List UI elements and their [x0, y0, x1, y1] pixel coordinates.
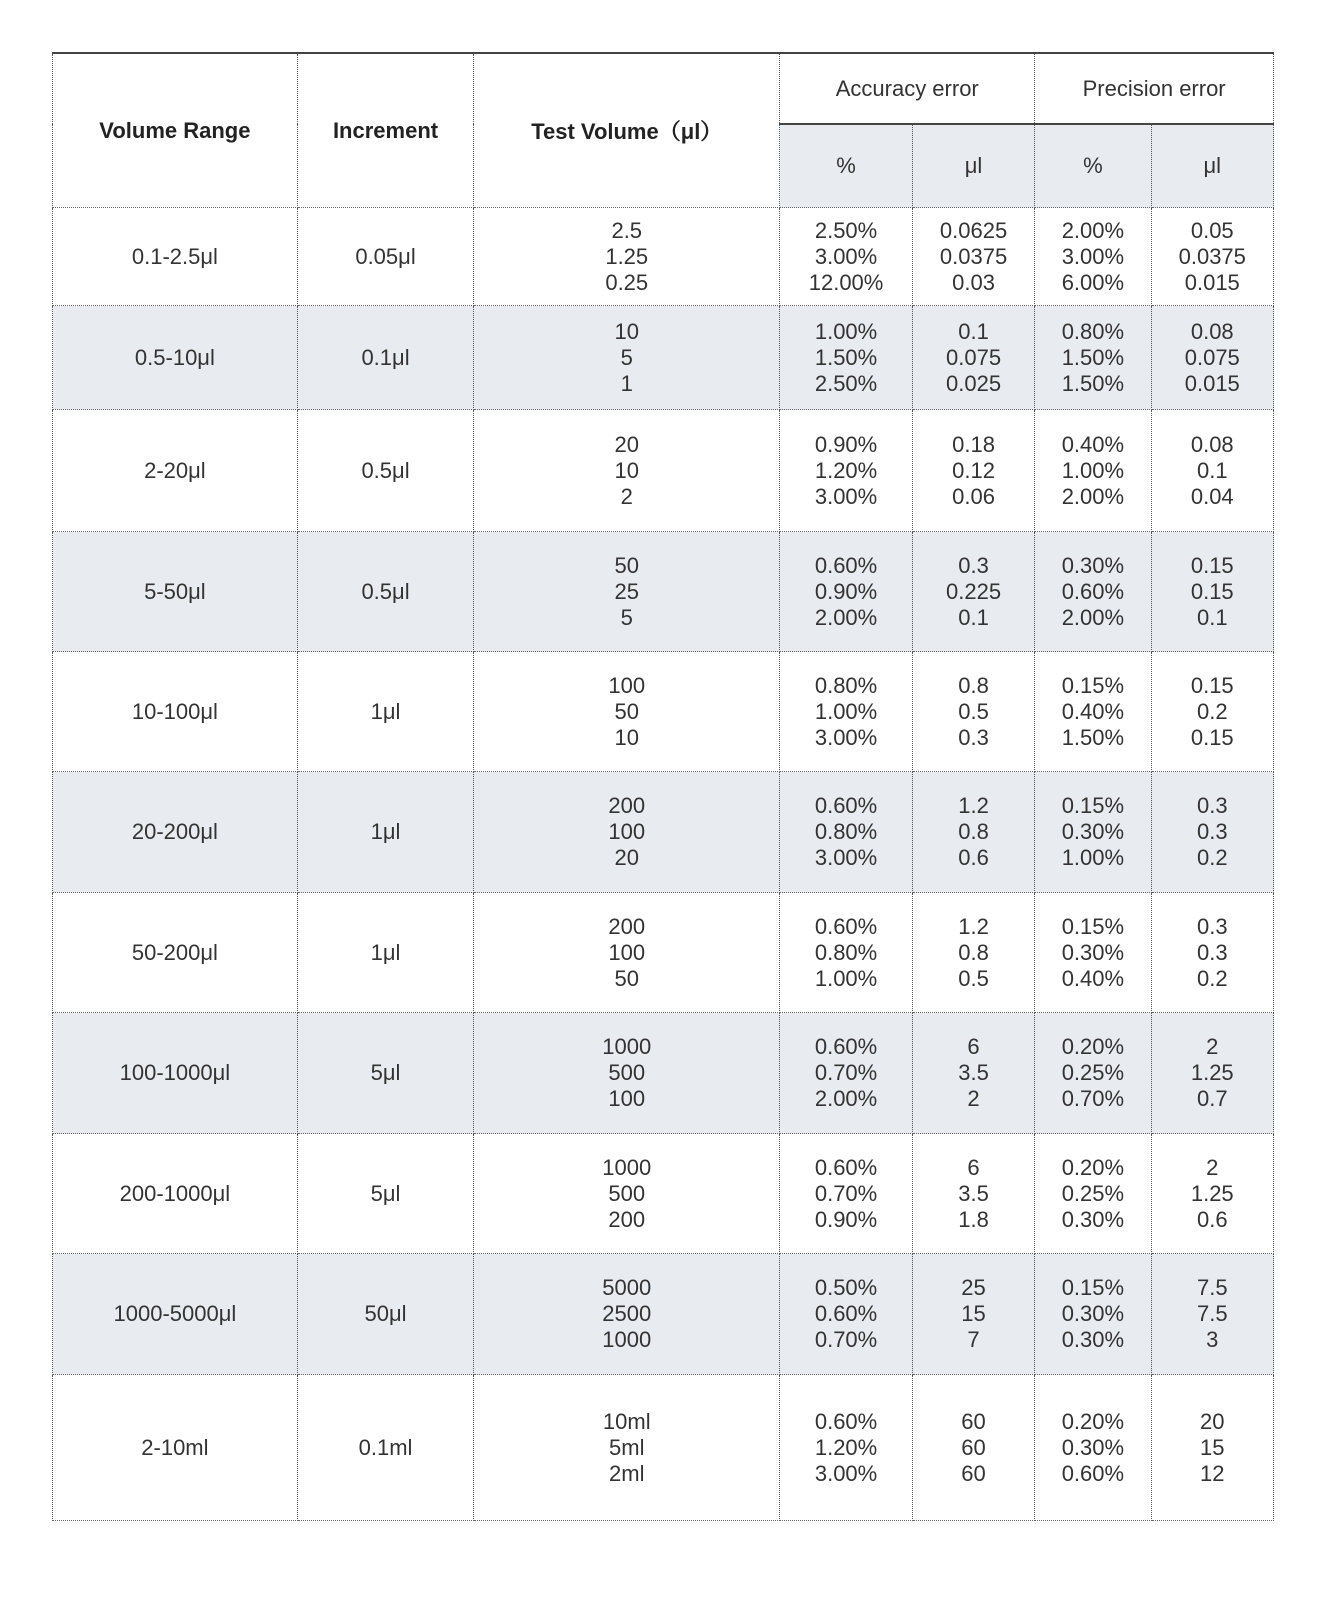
cell-value: 0.3 [1196, 913, 1228, 939]
cell-value: 50 [614, 552, 639, 578]
precision-ul-cell [1151, 410, 1273, 532]
cell-value: 0.70% [814, 1060, 878, 1085]
cell-value: 10 [614, 724, 639, 750]
cell-value: 200 [608, 793, 646, 818]
cell-value: 15 [1200, 1434, 1225, 1460]
increment-cell: 1μl [297, 652, 473, 772]
cell-value: 0.60% [1061, 1460, 1125, 1486]
table-row [53, 1013, 1274, 1134]
test-volume-cell [474, 306, 780, 410]
cell-value: 1.20% [814, 457, 878, 483]
cell-value: 1.50% [1061, 724, 1125, 750]
cell-value: 0.60% [814, 552, 878, 578]
cell-value: 0.30% [1061, 1206, 1125, 1232]
accuracy-pct-cell [780, 410, 913, 532]
cell-value: 20 [614, 431, 639, 457]
table-row [53, 410, 1274, 532]
test-volume-cell [474, 1134, 780, 1254]
cell-value: 2.50% [814, 217, 878, 243]
cell-value: 0.225 [946, 578, 1002, 604]
cell-value: 3.00% [814, 1460, 878, 1486]
cell-value: 0.1 [958, 604, 989, 630]
volume-range-cell: 0.1-2.5μl [53, 208, 298, 306]
precision-ul-cell [1151, 1134, 1273, 1254]
precision-pct-cell [1035, 1013, 1151, 1134]
test-volume-cell [474, 772, 780, 893]
volume-range-cell: 100-1000μl [53, 1013, 298, 1134]
cell-value: 0.70% [1061, 1086, 1125, 1111]
cell-value: 0.3 [1196, 819, 1228, 844]
cell-value: 7.5 [1196, 1301, 1228, 1326]
cell-value: 0.90% [814, 431, 878, 457]
increment-cell: 0.5μl [297, 410, 473, 532]
accuracy-ul-cell [912, 1134, 1034, 1254]
cell-value: 0.25% [1061, 1060, 1125, 1085]
cell-value: 2ml [609, 1460, 645, 1486]
cell-value: 0.25 [605, 269, 649, 295]
cell-value: 1.25 [1190, 1060, 1234, 1085]
accuracy-ul-cell [912, 532, 1034, 652]
volume-range-cell: 2-10ml [53, 1375, 298, 1521]
cell-value: 0.30% [1061, 819, 1125, 844]
cell-value: 3.5 [958, 1180, 989, 1206]
table-row [53, 1254, 1274, 1375]
cell-value: 7 [967, 1327, 980, 1352]
cell-value: 0.90% [814, 1206, 878, 1232]
cell-value: 6.00% [1061, 269, 1125, 295]
increment-cell: 0.1μl [297, 306, 473, 410]
cell-value: 0.15 [1190, 578, 1234, 604]
accuracy-ul-cell [912, 306, 1034, 410]
cell-value: 15 [961, 1301, 986, 1326]
cell-value: 0.05 [1190, 217, 1234, 243]
test-volume-cell [474, 1013, 780, 1134]
cell-value: 2 [1206, 1034, 1219, 1059]
cell-value: 0.5 [958, 965, 989, 991]
accuracy-ul-cell [912, 1375, 1034, 1521]
cell-value: 60 [961, 1408, 986, 1434]
accuracy-pct-cell [780, 1375, 913, 1521]
cell-value: 0.6 [958, 845, 989, 870]
cell-value: 2.50% [814, 370, 878, 396]
cell-value: 3.00% [1061, 243, 1125, 269]
precision-pct-cell [1035, 208, 1151, 306]
cell-value: 0.025 [946, 370, 1002, 396]
cell-value: 0.1 [958, 318, 989, 344]
cell-value: 0.15 [1190, 724, 1234, 750]
cell-value: 10ml [602, 1408, 651, 1434]
precision-ul-cell [1151, 893, 1273, 1013]
cell-value: 0.1 [1196, 457, 1228, 483]
cell-value: 0.40% [1061, 698, 1125, 724]
increment-cell: 5μl [297, 1013, 473, 1134]
cell-value: 1.25 [1190, 1180, 1234, 1206]
cell-value: 0.03 [952, 269, 995, 295]
test-volume-cell [474, 1375, 780, 1521]
cell-value: 0.25% [1061, 1180, 1125, 1206]
cell-value: 50 [614, 698, 639, 724]
cell-value: 0.5 [958, 698, 989, 724]
cell-value: 0.30% [1061, 939, 1125, 965]
table-body [53, 208, 1274, 1521]
accuracy-ul-cell [912, 1013, 1034, 1134]
increment-cell: 0.1ml [297, 1375, 473, 1521]
table-row [53, 532, 1274, 652]
accuracy-ul-cell [912, 652, 1034, 772]
cell-value: 1.20% [814, 1434, 878, 1460]
cell-value: 0.015 [1184, 269, 1240, 295]
cell-value: 3.5 [958, 1060, 989, 1085]
cell-value: 0.60% [814, 913, 878, 939]
cell-value: 1000 [602, 1327, 652, 1352]
cell-value: 100 [608, 819, 646, 844]
cell-value: 20 [614, 845, 639, 870]
cell-value: 0.2 [1196, 845, 1228, 870]
cell-value: 3.00% [814, 845, 878, 870]
cell-value: 0.15% [1061, 913, 1125, 939]
cell-value: 1.50% [814, 344, 878, 370]
cell-value: 1.25 [605, 243, 649, 269]
precision-pct-header: % [1035, 124, 1151, 208]
volume-range-header: Volume Range [53, 53, 298, 208]
cell-value: 0.60% [814, 1034, 878, 1059]
precision-pct-cell [1035, 1254, 1151, 1375]
volume-range-cell: 5-50μl [53, 532, 298, 652]
accuracy-pct-cell [780, 208, 913, 306]
cell-value: 0.60% [814, 1154, 878, 1180]
precision-ul-cell [1151, 306, 1273, 410]
increment-cell: 50μl [297, 1254, 473, 1375]
volume-range-cell: 10-100μl [53, 652, 298, 772]
cell-value: 1.50% [1061, 344, 1125, 370]
cell-value: 5ml [609, 1434, 645, 1460]
precision-ul-cell [1151, 772, 1273, 893]
precision-ul-cell [1151, 208, 1273, 306]
accuracy-pct-cell [780, 1254, 913, 1375]
volume-range-cell: 200-1000μl [53, 1134, 298, 1254]
cell-value: 0.0625 [939, 217, 1008, 243]
cell-value: 0.30% [1061, 552, 1125, 578]
accuracy-ul-cell [912, 410, 1034, 532]
cell-value: 3.00% [814, 724, 878, 750]
cell-value: 1.00% [1061, 457, 1125, 483]
cell-value: 7.5 [1196, 1275, 1228, 1300]
cell-value: 1.50% [1061, 370, 1125, 396]
increment-cell: 0.05μl [297, 208, 473, 306]
precision-error-header: Precision error [1035, 53, 1274, 124]
test-volume-cell [474, 410, 780, 532]
cell-value: 10 [614, 318, 639, 344]
increment-cell: 5μl [297, 1134, 473, 1254]
cell-value: 2 [967, 1086, 980, 1111]
cell-value: 1.00% [814, 698, 878, 724]
cell-value: 0.12 [952, 457, 995, 483]
cell-value: 0.80% [814, 939, 878, 965]
cell-value: 6 [967, 1034, 980, 1059]
cell-value: 0.60% [814, 1301, 878, 1326]
cell-value: 0.2 [1196, 698, 1228, 724]
cell-value: 0.075 [1184, 344, 1240, 370]
accuracy-pct-cell [780, 306, 913, 410]
cell-value: 0.60% [1061, 578, 1125, 604]
cell-value: 20 [1200, 1408, 1225, 1434]
cell-value: 0.30% [1061, 1301, 1125, 1326]
precision-ul-cell [1151, 1375, 1273, 1521]
precision-ul-cell [1151, 1254, 1273, 1375]
precision-ul-header: μl [1151, 124, 1273, 208]
cell-value: 0.60% [814, 793, 878, 818]
test-volume-header: Test Volume（μl） [474, 53, 780, 208]
cell-value: 0.70% [814, 1180, 878, 1206]
cell-value: 25 [614, 578, 639, 604]
test-volume-cell [474, 1254, 780, 1375]
accuracy-pct-cell [780, 532, 913, 652]
cell-value: 0.3 [1196, 793, 1228, 818]
precision-pct-cell [1035, 532, 1151, 652]
cell-value: 0.8 [958, 819, 989, 844]
header-row-1 [53, 53, 1274, 124]
table-row [53, 208, 1274, 306]
accuracy-pct-cell [780, 893, 913, 1013]
cell-value: 1.00% [814, 965, 878, 991]
accuracy-pct-header: % [780, 124, 913, 208]
cell-value: 5000 [602, 1275, 652, 1300]
cell-value: 0.015 [1184, 370, 1240, 396]
cell-value: 2500 [602, 1301, 652, 1326]
cell-value: 1.8 [958, 1206, 989, 1232]
cell-value: 200 [608, 1206, 646, 1232]
cell-value: 0.40% [1061, 965, 1125, 991]
cell-value: 2 [1206, 1154, 1219, 1180]
increment-cell: 1μl [297, 772, 473, 893]
cell-value: 100 [608, 672, 646, 698]
cell-value: 0.30% [1061, 1434, 1125, 1460]
cell-value: 6 [967, 1154, 980, 1180]
volume-range-cell: 50-200μl [53, 893, 298, 1013]
cell-value: 1.2 [958, 913, 989, 939]
cell-value: 200 [608, 913, 646, 939]
cell-value: 0.3 [958, 724, 989, 750]
cell-value: 0.15% [1061, 672, 1125, 698]
cell-value: 0.0375 [939, 243, 1008, 269]
precision-ul-cell [1151, 1013, 1273, 1134]
cell-value: 5 [620, 604, 633, 630]
volume-range-cell: 0.5-10μl [53, 306, 298, 410]
increment-cell: 0.5μl [297, 532, 473, 652]
cell-value: 3.00% [814, 243, 878, 269]
cell-value: 0.7 [1196, 1086, 1228, 1111]
cell-value: 100 [608, 939, 646, 965]
precision-pct-cell [1035, 1134, 1151, 1254]
cell-value: 0.2 [1196, 965, 1228, 991]
precision-ul-cell [1151, 532, 1273, 652]
test-volume-cell [474, 208, 780, 306]
table-row [53, 772, 1274, 893]
cell-value: 0.15 [1190, 672, 1234, 698]
cell-value: 1000 [602, 1034, 652, 1059]
cell-value: 0.3 [1196, 939, 1228, 965]
accuracy-ul-cell [912, 893, 1034, 1013]
accuracy-pct-cell [780, 1013, 913, 1134]
volume-range-cell: 2-20μl [53, 410, 298, 532]
cell-value: 0.15% [1061, 793, 1125, 818]
table-row [53, 306, 1274, 410]
cell-value: 0.20% [1061, 1034, 1125, 1059]
cell-value: 0.20% [1061, 1408, 1125, 1434]
cell-value: 1.00% [814, 318, 878, 344]
cell-value: 2.00% [814, 604, 878, 630]
cell-value: 25 [961, 1275, 986, 1300]
cell-value: 12.00% [808, 269, 884, 295]
precision-pct-cell [1035, 410, 1151, 532]
precision-pct-cell [1035, 652, 1151, 772]
accuracy-pct-cell [780, 772, 913, 893]
precision-pct-cell [1035, 772, 1151, 893]
test-volume-cell [474, 652, 780, 772]
cell-value: 0.80% [814, 672, 878, 698]
cell-value: 0.20% [1061, 1154, 1125, 1180]
cell-value: 0.6 [1196, 1206, 1228, 1232]
cell-value: 0.50% [814, 1275, 878, 1300]
cell-value: 0.70% [814, 1327, 878, 1352]
cell-value: 0.60% [814, 1408, 878, 1434]
table-row [53, 893, 1274, 1013]
cell-value: 2.00% [1061, 217, 1125, 243]
cell-value: 1 [620, 370, 633, 396]
cell-value: 50 [614, 965, 639, 991]
cell-value: 0.80% [814, 819, 878, 844]
volume-range-cell: 1000-5000μl [53, 1254, 298, 1375]
precision-pct-cell [1035, 1375, 1151, 1521]
increment-cell: 1μl [297, 893, 473, 1013]
cell-value: 1000 [602, 1154, 652, 1180]
increment-header: Increment [297, 53, 473, 208]
cell-value: 0.90% [814, 578, 878, 604]
cell-value: 0.08 [1190, 318, 1234, 344]
cell-value: 0.8 [958, 939, 989, 965]
accuracy-ul-cell [912, 772, 1034, 893]
cell-value: 1.00% [1061, 845, 1125, 870]
cell-value: 12 [1200, 1460, 1225, 1486]
cell-value: 0.30% [1061, 1327, 1125, 1352]
cell-value: 100 [608, 1086, 646, 1111]
cell-value: 0.8 [958, 672, 989, 698]
table-row [53, 652, 1274, 772]
accuracy-error-header: Accuracy error [780, 53, 1035, 124]
accuracy-pct-cell [780, 1134, 913, 1254]
cell-value: 0.80% [1061, 318, 1125, 344]
accuracy-pct-cell [780, 652, 913, 772]
accuracy-ul-header: μl [912, 124, 1034, 208]
cell-value: 0.08 [1190, 431, 1234, 457]
cell-value: 0.15% [1061, 1275, 1125, 1300]
cell-value: 3.00% [814, 483, 878, 509]
accuracy-ul-cell [912, 208, 1034, 306]
cell-value: 1.2 [958, 793, 989, 818]
cell-value: 0.0375 [1178, 243, 1246, 269]
precision-ul-cell [1151, 652, 1273, 772]
cell-value: 0.18 [952, 431, 995, 457]
cell-value: 500 [608, 1060, 646, 1085]
cell-value: 0.075 [946, 344, 1002, 370]
cell-value: 0.06 [952, 483, 995, 509]
accuracy-ul-cell [912, 1254, 1034, 1375]
cell-value: 2.00% [1061, 604, 1125, 630]
precision-pct-cell [1035, 306, 1151, 410]
table-row [53, 1375, 1274, 1521]
cell-value: 2.00% [1061, 483, 1125, 509]
cell-value: 0.40% [1061, 431, 1125, 457]
volume-range-cell: 20-200μl [53, 772, 298, 893]
cell-value: 500 [608, 1180, 646, 1206]
test-volume-cell [474, 532, 780, 652]
table-row [53, 1134, 1274, 1254]
cell-value: 3 [1206, 1327, 1219, 1352]
cell-value: 60 [961, 1434, 986, 1460]
precision-pct-cell [1035, 893, 1151, 1013]
cell-value: 60 [961, 1460, 986, 1486]
cell-value: 5 [620, 344, 633, 370]
cell-value: 2.00% [814, 1086, 878, 1111]
cell-value: 0.1 [1196, 604, 1228, 630]
cell-value: 2 [620, 483, 633, 509]
cell-value: 2.5 [611, 217, 643, 243]
test-volume-cell [474, 893, 780, 1013]
cell-value: 10 [614, 457, 639, 483]
cell-value: 0.15 [1190, 552, 1234, 578]
cell-value: 0.04 [1190, 483, 1234, 509]
cell-value: 0.3 [958, 552, 989, 578]
pipette-spec-table [52, 52, 1274, 1521]
